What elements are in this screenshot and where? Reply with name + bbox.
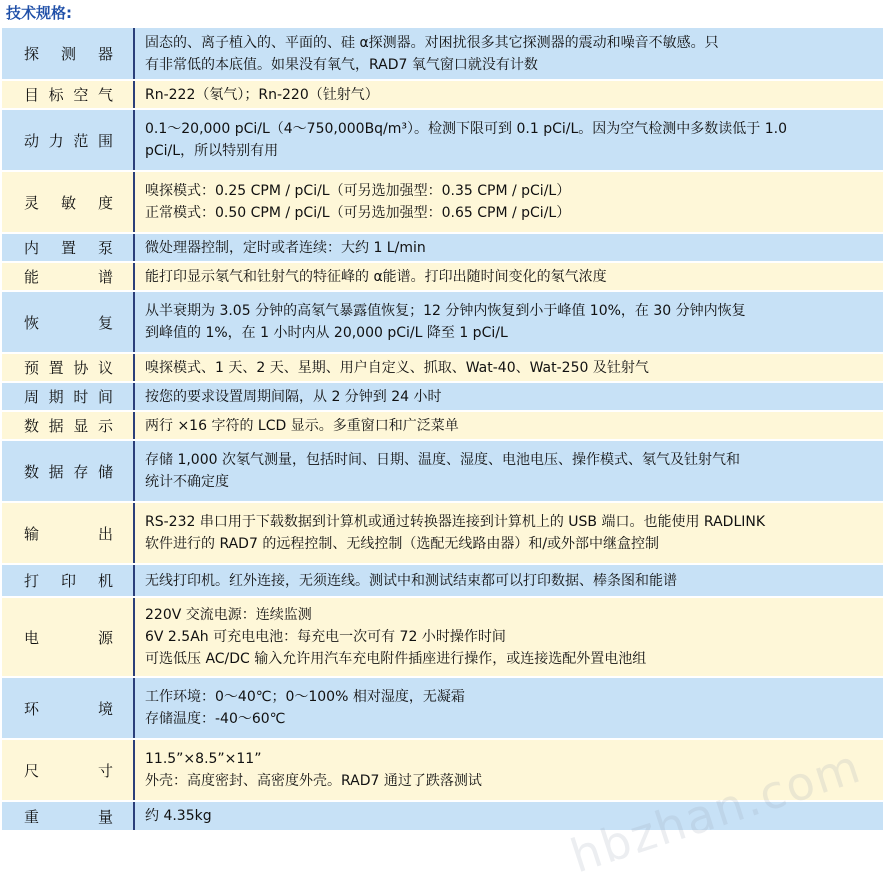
spec-label-cell xyxy=(2,411,134,440)
spec-table xyxy=(2,28,883,832)
spec-row xyxy=(2,502,883,564)
spec-label: 周期时间 xyxy=(24,388,115,406)
spec-row xyxy=(2,262,883,291)
spec-value-line: 220V 交流电源：连续监测 xyxy=(145,607,312,623)
spec-value-line: 工作环境：0～40℃；0～100% 相对湿度，无凝霜 xyxy=(145,689,465,705)
spec-value-cell xyxy=(134,739,883,801)
spec-value-cell xyxy=(134,262,883,291)
spec-row xyxy=(2,801,883,831)
spec-value-line: 固态的、离子植入的、平面的、硅 α探测器。对困扰很多其它探测器的震动和噪音不敏感。只 xyxy=(145,34,719,51)
spec-value-line: 存储温度：-40～60℃ xyxy=(145,711,286,727)
page-heading: 技术规格: xyxy=(6,4,72,22)
spec-label-cell xyxy=(2,382,134,411)
spec-label-cell xyxy=(2,677,134,739)
spec-row xyxy=(2,353,883,382)
spec-label: 动力范围 xyxy=(24,131,115,150)
spec-value-line: 按您的要求设置周期间隔，从 2 分钟到 24 小时 xyxy=(145,388,442,405)
spec-label: 输出 xyxy=(24,524,115,543)
spec-value-line: RS-232 串口用于下载数据到计算机或通过转换器连接到计算机上的 USB 端口。也能使用 RADLINK xyxy=(145,514,766,530)
spec-label-cell xyxy=(2,291,134,353)
spec-value-line: 到峰值的 1%，在 1 小时内从 20,000 pCi/L 降至 1 pCi/L xyxy=(145,325,508,341)
spec-label-cell xyxy=(2,171,134,233)
spec-label-cell xyxy=(2,597,134,677)
spec-value-cell xyxy=(134,677,883,739)
spec-value-cell xyxy=(134,502,883,564)
spec-value-cell xyxy=(134,109,883,171)
spec-value-line: 能打印显示氡气和钍射气的特征峰的 α能谱。打印出随时间变化的氡气浓度 xyxy=(145,268,607,285)
spec-row xyxy=(2,291,883,353)
spec-label-cell xyxy=(2,564,134,597)
spec-label-cell xyxy=(2,801,134,831)
spec-value-line: 6V 2.5Ah 可充电电池：每充电一次可有 72 小时操作时间 xyxy=(145,629,506,645)
spec-value-line: 两行 ×16 字符的 LCD 显示。多重窗口和广泛菜单 xyxy=(145,417,459,434)
spec-row xyxy=(2,564,883,597)
spec-row xyxy=(2,109,883,171)
spec-value-cell xyxy=(134,440,883,502)
spec-value-cell xyxy=(134,411,883,440)
spec-value-cell xyxy=(134,382,883,411)
spec-value-line: 无线打印机。红外连接，无须连线。测试中和测试结束都可以打印数据、棒条图和能谱 xyxy=(145,572,677,589)
spec-value-cell xyxy=(134,80,883,109)
spec-value-line: 正常模式：0.50 CPM / pCi/L（可另选加强型：0.65 CPM / pCi/L） xyxy=(145,205,571,221)
spec-value-line: 软件进行的 RAD7 的远程控制、无线控制（选配无线路由器）和/或外部中继盒控制 xyxy=(145,536,660,552)
spec-row xyxy=(2,80,883,109)
spec-row xyxy=(2,233,883,262)
spec-value-cell xyxy=(134,28,883,80)
spec-label-cell xyxy=(2,739,134,801)
spec-value-cell xyxy=(134,353,883,382)
spec-row xyxy=(2,677,883,739)
spec-row xyxy=(2,171,883,233)
spec-label: 重量 xyxy=(24,807,115,826)
spec-row xyxy=(2,411,883,440)
spec-row xyxy=(2,440,883,502)
spec-value-line: 从半衰期为 3.05 分钟的高氡气暴露值恢复；12 分钟内恢复到小于峰值 10%，在 30 分钟内恢复 xyxy=(145,303,746,319)
spec-value-cell xyxy=(134,233,883,262)
spec-value-cell xyxy=(134,291,883,353)
spec-row xyxy=(2,739,883,801)
spec-value-line: 约 4.35kg xyxy=(145,808,212,824)
spec-value-cell xyxy=(134,801,883,831)
spec-label: 打印机 xyxy=(24,572,115,590)
spec-label: 能谱 xyxy=(24,268,115,286)
spec-value-line: 有非常低的本底值。如果没有氧气，RAD7 氧气窗口就没有计数 xyxy=(145,56,538,73)
spec-value-line: 外壳：高度密封、高密度外壳。RAD7 通过了跌落测试 xyxy=(145,773,482,789)
spec-value-line: Rn-222（氡气）；Rn-220（钍射气） xyxy=(145,86,379,103)
spec-label-cell xyxy=(2,502,134,564)
spec-value-cell xyxy=(134,597,883,677)
spec-label: 灵敏度 xyxy=(24,193,115,212)
spec-value-line: 0.1～20,000 pCi/L（4～750,000Bq/m³）。检测下限可到 0.1 pCi/L。因为空气检测中多数读低于 1.0 xyxy=(145,121,787,137)
spec-label: 尺寸 xyxy=(24,761,115,780)
spec-row xyxy=(2,28,883,80)
spec-label: 预置协议 xyxy=(24,359,115,377)
spec-label-cell xyxy=(2,233,134,262)
spec-label: 数据存储 xyxy=(24,462,115,481)
spec-label-cell xyxy=(2,440,134,502)
spec-label-cell xyxy=(2,262,134,291)
spec-value-line: 微处理器控制，定时或者连续：大约 1 L/min xyxy=(145,239,426,256)
spec-value-cell xyxy=(134,171,883,233)
spec-label-cell xyxy=(2,353,134,382)
spec-value-line: 可选低压 AC/DC 输入允许用汽车充电附件插座进行操作，或连接选配外置电池组 xyxy=(145,651,647,667)
spec-value-line: 嗅探模式：0.25 CPM / pCi/L（可另选加强型：0.35 CPM / pCi/L） xyxy=(145,183,571,199)
spec-value-line: 嗅探模式、1 天、2 天、星期、用户自定义、抓取、Wat-40、Wat-250 及钍射气 xyxy=(145,359,649,376)
spec-value-line: 统计不确定度 xyxy=(145,474,229,490)
spec-row xyxy=(2,382,883,411)
spec-label: 电源 xyxy=(24,628,115,647)
spec-label-cell xyxy=(2,80,134,109)
spec-label: 恢复 xyxy=(24,313,115,332)
spec-label-cell xyxy=(2,109,134,171)
spec-label: 目标空气 xyxy=(24,86,115,104)
spec-label: 内置泵 xyxy=(24,239,115,257)
spec-value-line: pCi/L，所以特别有用 xyxy=(145,143,279,159)
spec-label-cell xyxy=(2,28,134,80)
spec-label: 探测器 xyxy=(24,45,115,63)
spec-row xyxy=(2,597,883,677)
spec-value-cell xyxy=(134,564,883,597)
spec-value-line: 11.5”×8.5”×11” xyxy=(145,751,262,767)
spec-label: 数据显示 xyxy=(24,417,115,435)
spec-label: 环境 xyxy=(24,699,115,718)
spec-value-line: 存储 1,000 次氡气测量，包括时间、日期、温度、湿度、电池电压、操作模式、氡气及钍射气和 xyxy=(145,452,740,468)
